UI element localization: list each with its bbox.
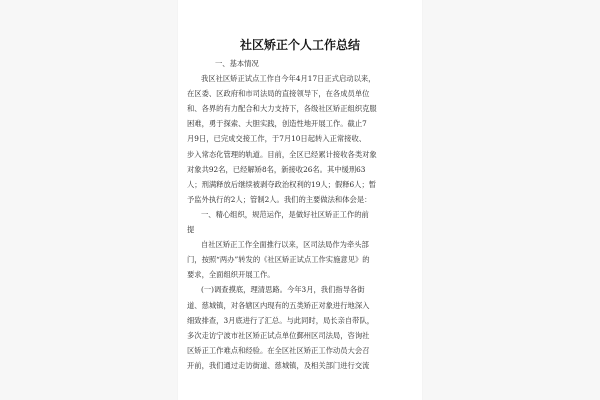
document-page <box>178 0 422 400</box>
paragraph-line: 人；刑满释放后继续被剥夺政治权利的19人；假释6人；暂 <box>187 179 377 189</box>
paragraph-line: 和、各界的有力配合和大力支持下，各级社区矫正组织克服 <box>187 104 377 114</box>
paragraph-line: 困难，勇于探索、大胆实践，创造性地开展工作。截止7 <box>187 119 367 129</box>
paragraph-line: (一)调查摸底，理清思路。今年3月，我们指导各街 <box>201 285 365 295</box>
paragraph-line: 多次走访宁波市社区矫正试点单位鄞州区司法局，咨询社 <box>187 330 370 340</box>
paragraph-line: 自社区矫正工作全面推行以来，区司法局作为牵头部 <box>201 240 369 250</box>
paragraph-line: 我区社区矫正试点工作自今年4月17日正式启动以来， <box>201 74 376 84</box>
paragraph-line: 细致排查，3月底进行了汇总。与此同时，局长亲自带队， <box>187 315 375 325</box>
paragraph-line: 提 <box>187 225 195 235</box>
paragraph-line: 对象共92名，已经解矫8名，新接收26名。其中缓刑63 <box>187 164 366 174</box>
paragraph-line: 在区委、区政府和市司法局的直接领导下，在各成员单位 <box>187 89 370 99</box>
paragraph-line: 开前，我们通过走访街道、慈城镇，及相关部门进行交流 <box>187 360 370 370</box>
paragraph-line: 道、慈城镇，对各辖区内现有的五类矫正对象进行地深入 <box>187 300 370 310</box>
document-title: 社区矫正个人工作总结 <box>239 38 360 52</box>
document-body <box>187 56 413 373</box>
section-heading: 一、基本情况 <box>215 59 259 68</box>
paragraph-line: 门，按照“两办”转发的《社区矫正试点工作实施意见》的 <box>187 255 370 265</box>
paragraph-line: 区矫正工作难点和经验。在全区社区矫正工作动员大会召 <box>187 345 370 355</box>
paragraph-line: 月9日，已完成交接工作，于7月10日起转入正常接收、 <box>187 134 367 144</box>
paragraph-line: 一、精心组织，规范运作，是做好社区矫正工作的前 <box>201 209 369 219</box>
paragraph-line: 予监外执行的2人；管制2人。我们的主要做法和体会是： <box>187 194 372 204</box>
paragraph-line: 步入常态化管理的轨道。目前，全区已经累计接收各类对象 <box>187 149 377 159</box>
paragraph-line: 要求，全面组织开展工作。 <box>187 270 275 280</box>
